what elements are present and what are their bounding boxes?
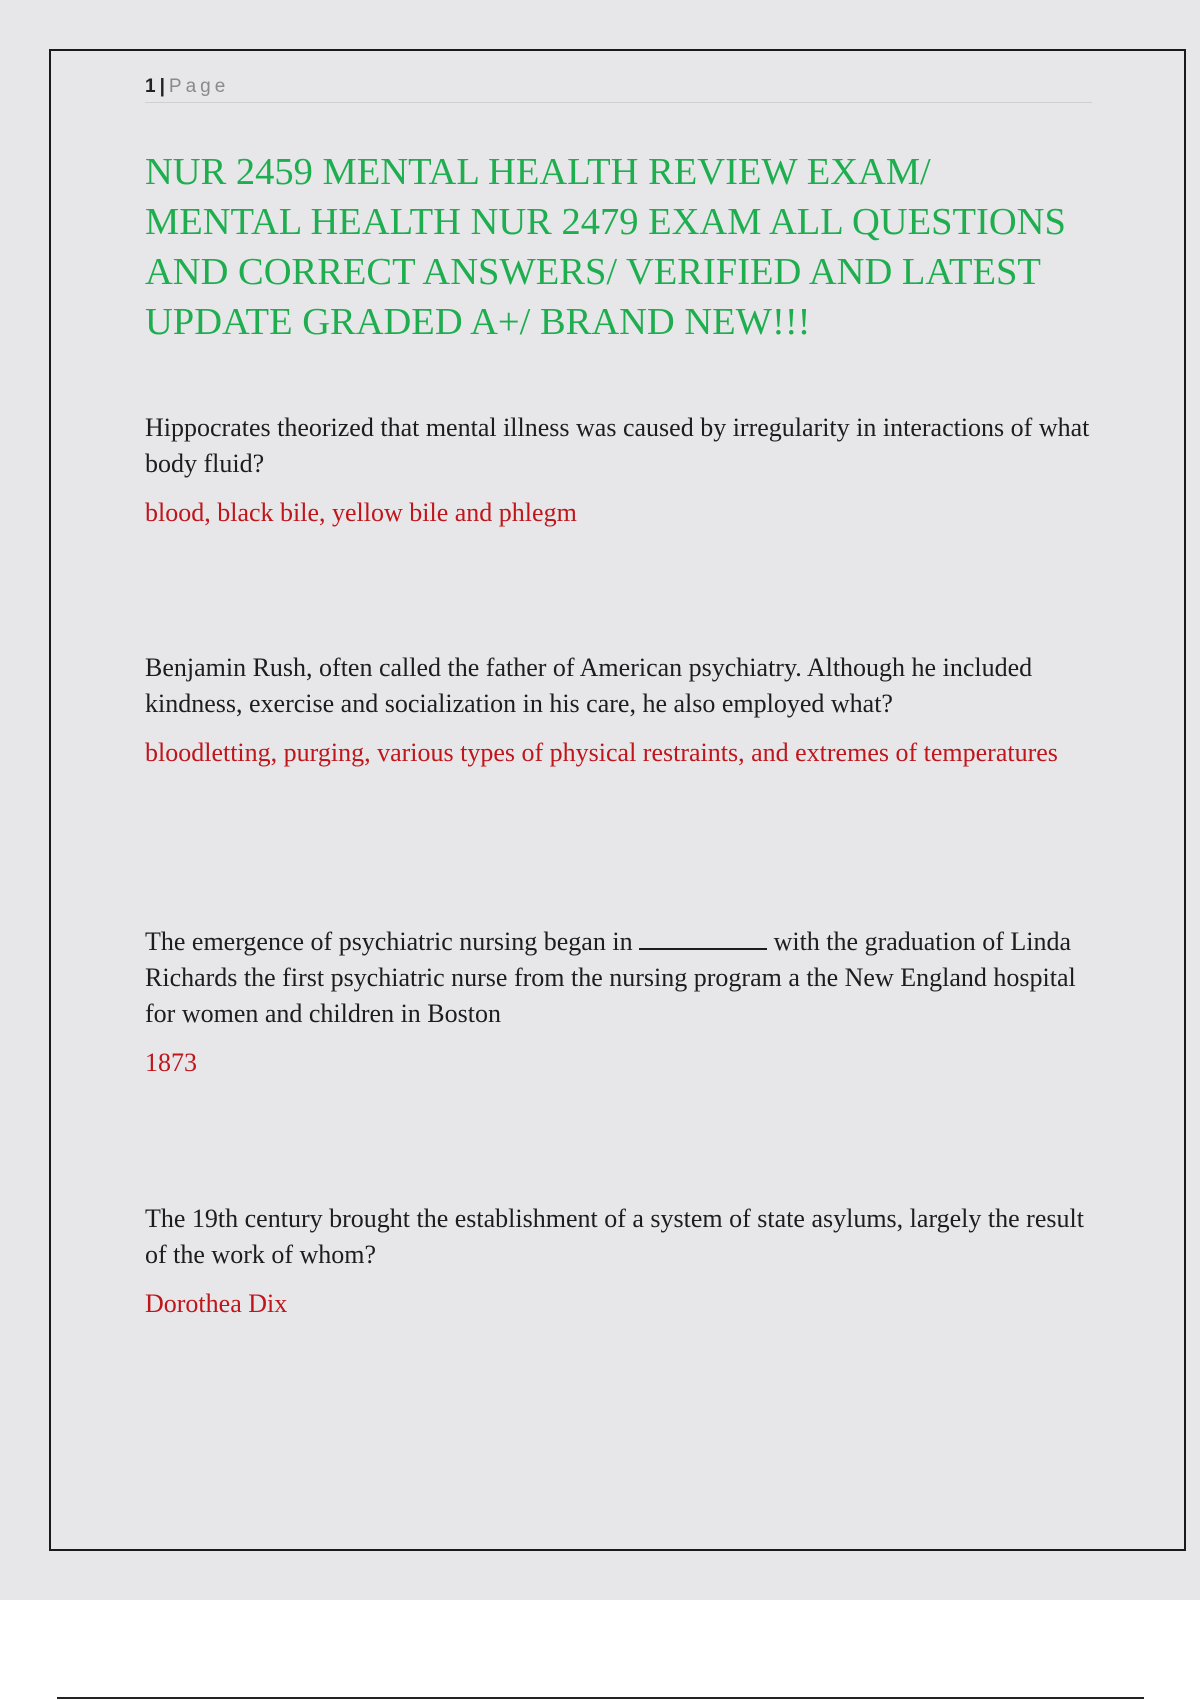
document-title: NUR 2459 MENTAL HEALTH REVIEW EXAM/ MENTAL HEALTH NUR 2479 EXAM ALL QUESTIONS AND CORRECT ANSWERS/ VERIFIED AND LATEST UPDATE GRADED A+/ BRAND NEW!!! [145,151,1066,343]
qa-item [145,1201,1095,1321]
next-page-rule [57,1697,1144,1699]
question-text-end: with the graduation of Linda Richards the first psychiatric nurse from the nursing program a the New England hospital for women and children in Boston [145,927,1076,1028]
question-text-start: The emergence of psychiatric nursing began in [145,927,633,956]
page-number: 1 [145,76,156,97]
qa-item [145,410,1095,530]
answer-text: 1873 [145,1048,197,1077]
question-text: Hippocrates theorized that mental illness was caused by irregularity in interactions of what body fluid? [145,413,1090,478]
page-label: Page [168,76,230,97]
page-separator: | [159,76,165,97]
question-text: Benjamin Rush, often called the father of American psychiatry. Although he included kindness, exercise and socialization in his care, he also employed what? [145,653,1033,718]
question-text [145,924,1095,1032]
answer-text: bloodletting, purging, various types of physical restraints, and extremes of temperatures [145,738,1058,767]
qa-item [145,924,1095,1080]
question-text: The 19th century brought the establishment of a system of state asylums, largely the result of the work of whom? [145,1204,1084,1269]
answer-text: blood, black bile, yellow bile and phlegm [145,498,577,527]
qa-item [145,650,1095,770]
answer-text: Dorothea Dix [145,1289,288,1318]
fill-in-blank [639,926,767,950]
page-header [145,72,1092,103]
